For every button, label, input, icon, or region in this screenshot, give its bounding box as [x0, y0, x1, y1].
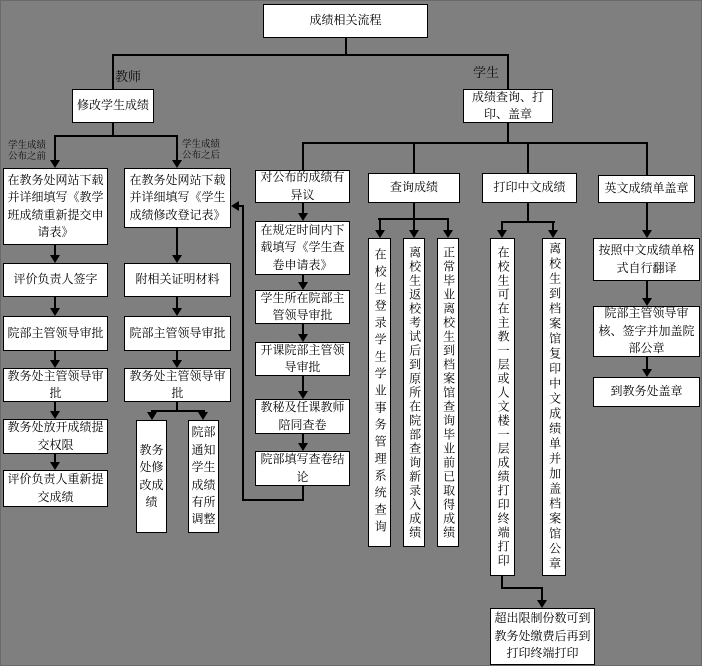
connector-line	[176, 228, 178, 255]
arrow-head	[198, 412, 208, 420]
condition-label-before-publish: 学生成绩公布之前	[8, 141, 47, 163]
arrow-head	[548, 230, 558, 238]
arrow-head	[375, 230, 385, 238]
node-after-step-2: 附相关证明材料	[124, 263, 231, 297]
node-after-step-1: 在教务处网站下载并详细填写《学生成绩修改登记表》	[124, 168, 231, 228]
connector-line	[552, 221, 554, 230]
connector-line	[413, 202, 415, 219]
connector-line	[151, 410, 205, 412]
node-print-chinese-option-2	[542, 238, 566, 576]
connector-line	[447, 218, 449, 230]
node-dispute-step-3: 学生所在院部主管领导审批	[255, 290, 350, 324]
connector-line	[646, 142, 648, 175]
node-dispute-step-4: 开课院部主管领导审批	[255, 342, 350, 376]
connector-line	[176, 351, 178, 360]
branch-label-teacher: 教师	[115, 69, 142, 84]
connector-line	[501, 221, 503, 230]
connector-line	[345, 38, 347, 55]
connector-line	[242, 499, 304, 501]
connector-line	[302, 275, 304, 282]
connector-line	[302, 142, 648, 144]
node-title: 成绩相关流程	[263, 4, 428, 38]
arrow-head	[50, 462, 60, 470]
node-before-step-5: 教务处放开成绩提交权限	[3, 419, 108, 454]
arrow-head	[642, 230, 652, 238]
arrow-head	[298, 443, 308, 451]
connector-line	[239, 205, 244, 207]
connector-line	[302, 434, 304, 443]
node-dispute-step-1: 对公布的成绩有异议	[255, 170, 350, 203]
connector-line	[413, 142, 415, 173]
arrow-head	[50, 411, 60, 419]
node-english-step-3: 到教务处盖章	[593, 377, 700, 407]
vertical-text: 在校生可在主教一层或人文楼一层成绩打印终端打印	[496, 246, 511, 568]
arrow-head	[409, 230, 419, 238]
connector-line	[413, 218, 415, 230]
connector-line	[541, 587, 543, 600]
connector-line	[302, 203, 304, 213]
connector-line	[379, 218, 381, 230]
connector-line	[507, 122, 509, 143]
node-query-header: 查询成绩	[368, 173, 460, 203]
node-print-overflow-note: 超出限制份数可到教务处缴费后再到打印终端打印	[490, 608, 595, 665]
arrow-head	[497, 230, 507, 238]
node-english-header: 英文成绩单盖章	[598, 175, 695, 203]
connector-line	[54, 402, 56, 411]
node-after-outcome-1: 教务处修改成绩	[136, 420, 167, 533]
vertical-text: 在校生登录学生学业事务管理系统查询	[373, 248, 388, 537]
arrow-head	[298, 391, 308, 399]
connector-line	[112, 54, 114, 90]
connector-line	[54, 135, 178, 137]
connector-line	[54, 297, 56, 308]
connector-line	[176, 297, 178, 308]
connector-line	[302, 142, 304, 171]
branch-label-student: 学生	[473, 65, 500, 80]
connector-line	[501, 587, 543, 589]
arrow-head	[231, 201, 239, 211]
node-before-step-2: 评价负责人签字	[3, 263, 108, 297]
arrow-head	[443, 230, 453, 238]
arrow-head	[50, 255, 60, 263]
connector-line	[527, 202, 529, 222]
node-before-step-6: 评价负责人重新提交成绩	[3, 470, 108, 507]
arrow-head	[147, 412, 157, 420]
node-print-chinese-header: 打印中文成绩	[482, 173, 577, 203]
node-print-chinese-option-1	[490, 238, 515, 576]
connector-line	[527, 142, 529, 173]
node-dispute-step-2: 在规定时间内下载填写《学生查卷申请表》	[255, 221, 350, 275]
node-teacher-modify-grades: 修改学生成绩	[72, 89, 154, 123]
connector-line	[54, 454, 56, 462]
connector-line	[501, 221, 555, 223]
vertical-text: 离校生返校考试后到原所在院部查询新录入成绩	[407, 245, 422, 540]
node-query-option-3	[437, 238, 459, 547]
connector-line	[646, 203, 648, 230]
arrow-head	[50, 308, 60, 316]
connector-line	[54, 351, 56, 360]
arrow-head	[172, 255, 182, 263]
arrow-head	[172, 308, 182, 316]
node-before-step-3: 院部主管领导审批	[3, 316, 108, 351]
connector-line	[54, 135, 56, 160]
connector-line	[302, 376, 304, 391]
arrow-head	[298, 213, 308, 221]
connector-line	[54, 245, 56, 255]
connector-line	[112, 54, 509, 56]
condition-label-after-publish: 学生成绩公布之后	[182, 140, 221, 162]
arrow-head	[172, 160, 182, 168]
node-english-step-2: 院部主管领导审核、签字并加盖院部公章	[593, 306, 700, 357]
arrow-head	[642, 369, 652, 377]
node-after-outcome-2: 院部通知学生成绩有所调整	[188, 420, 219, 533]
vertical-text: 离校生到档案馆复印中文成绩单并加盖档案馆公章	[547, 242, 562, 572]
arrow-head	[50, 160, 60, 168]
connector-line	[646, 281, 648, 298]
node-after-step-4: 教务处主管领导审批	[124, 368, 231, 402]
connector-line	[176, 135, 178, 160]
node-english-step-1: 按照中文成绩单格式自行翻译	[593, 238, 700, 281]
connector-line	[112, 122, 114, 136]
arrow-head	[537, 600, 547, 608]
node-after-step-3: 院部主管领导审批	[124, 316, 231, 351]
node-dispute-step-5: 教秘及任课教师陪同查卷	[255, 399, 350, 434]
connector-line	[646, 357, 648, 369]
connector-line	[242, 205, 244, 501]
node-query-option-1	[368, 238, 391, 547]
node-before-step-4: 教务处主管领导审批	[3, 368, 108, 402]
connector-line	[302, 324, 304, 334]
node-student-query-print-seal: 成绩查询、打印、盖章	[463, 89, 553, 123]
node-query-option-2	[403, 238, 425, 547]
node-dispute-step-6: 院部填写查卷结论	[255, 451, 350, 486]
connector-line	[507, 54, 509, 90]
node-before-step-1: 在教务处网站下载并详细填写《教学班成绩重新提交申请表》	[3, 168, 108, 245]
vertical-text: 正常毕业离校生到档案馆查询毕业前已取得成绩	[441, 245, 456, 540]
